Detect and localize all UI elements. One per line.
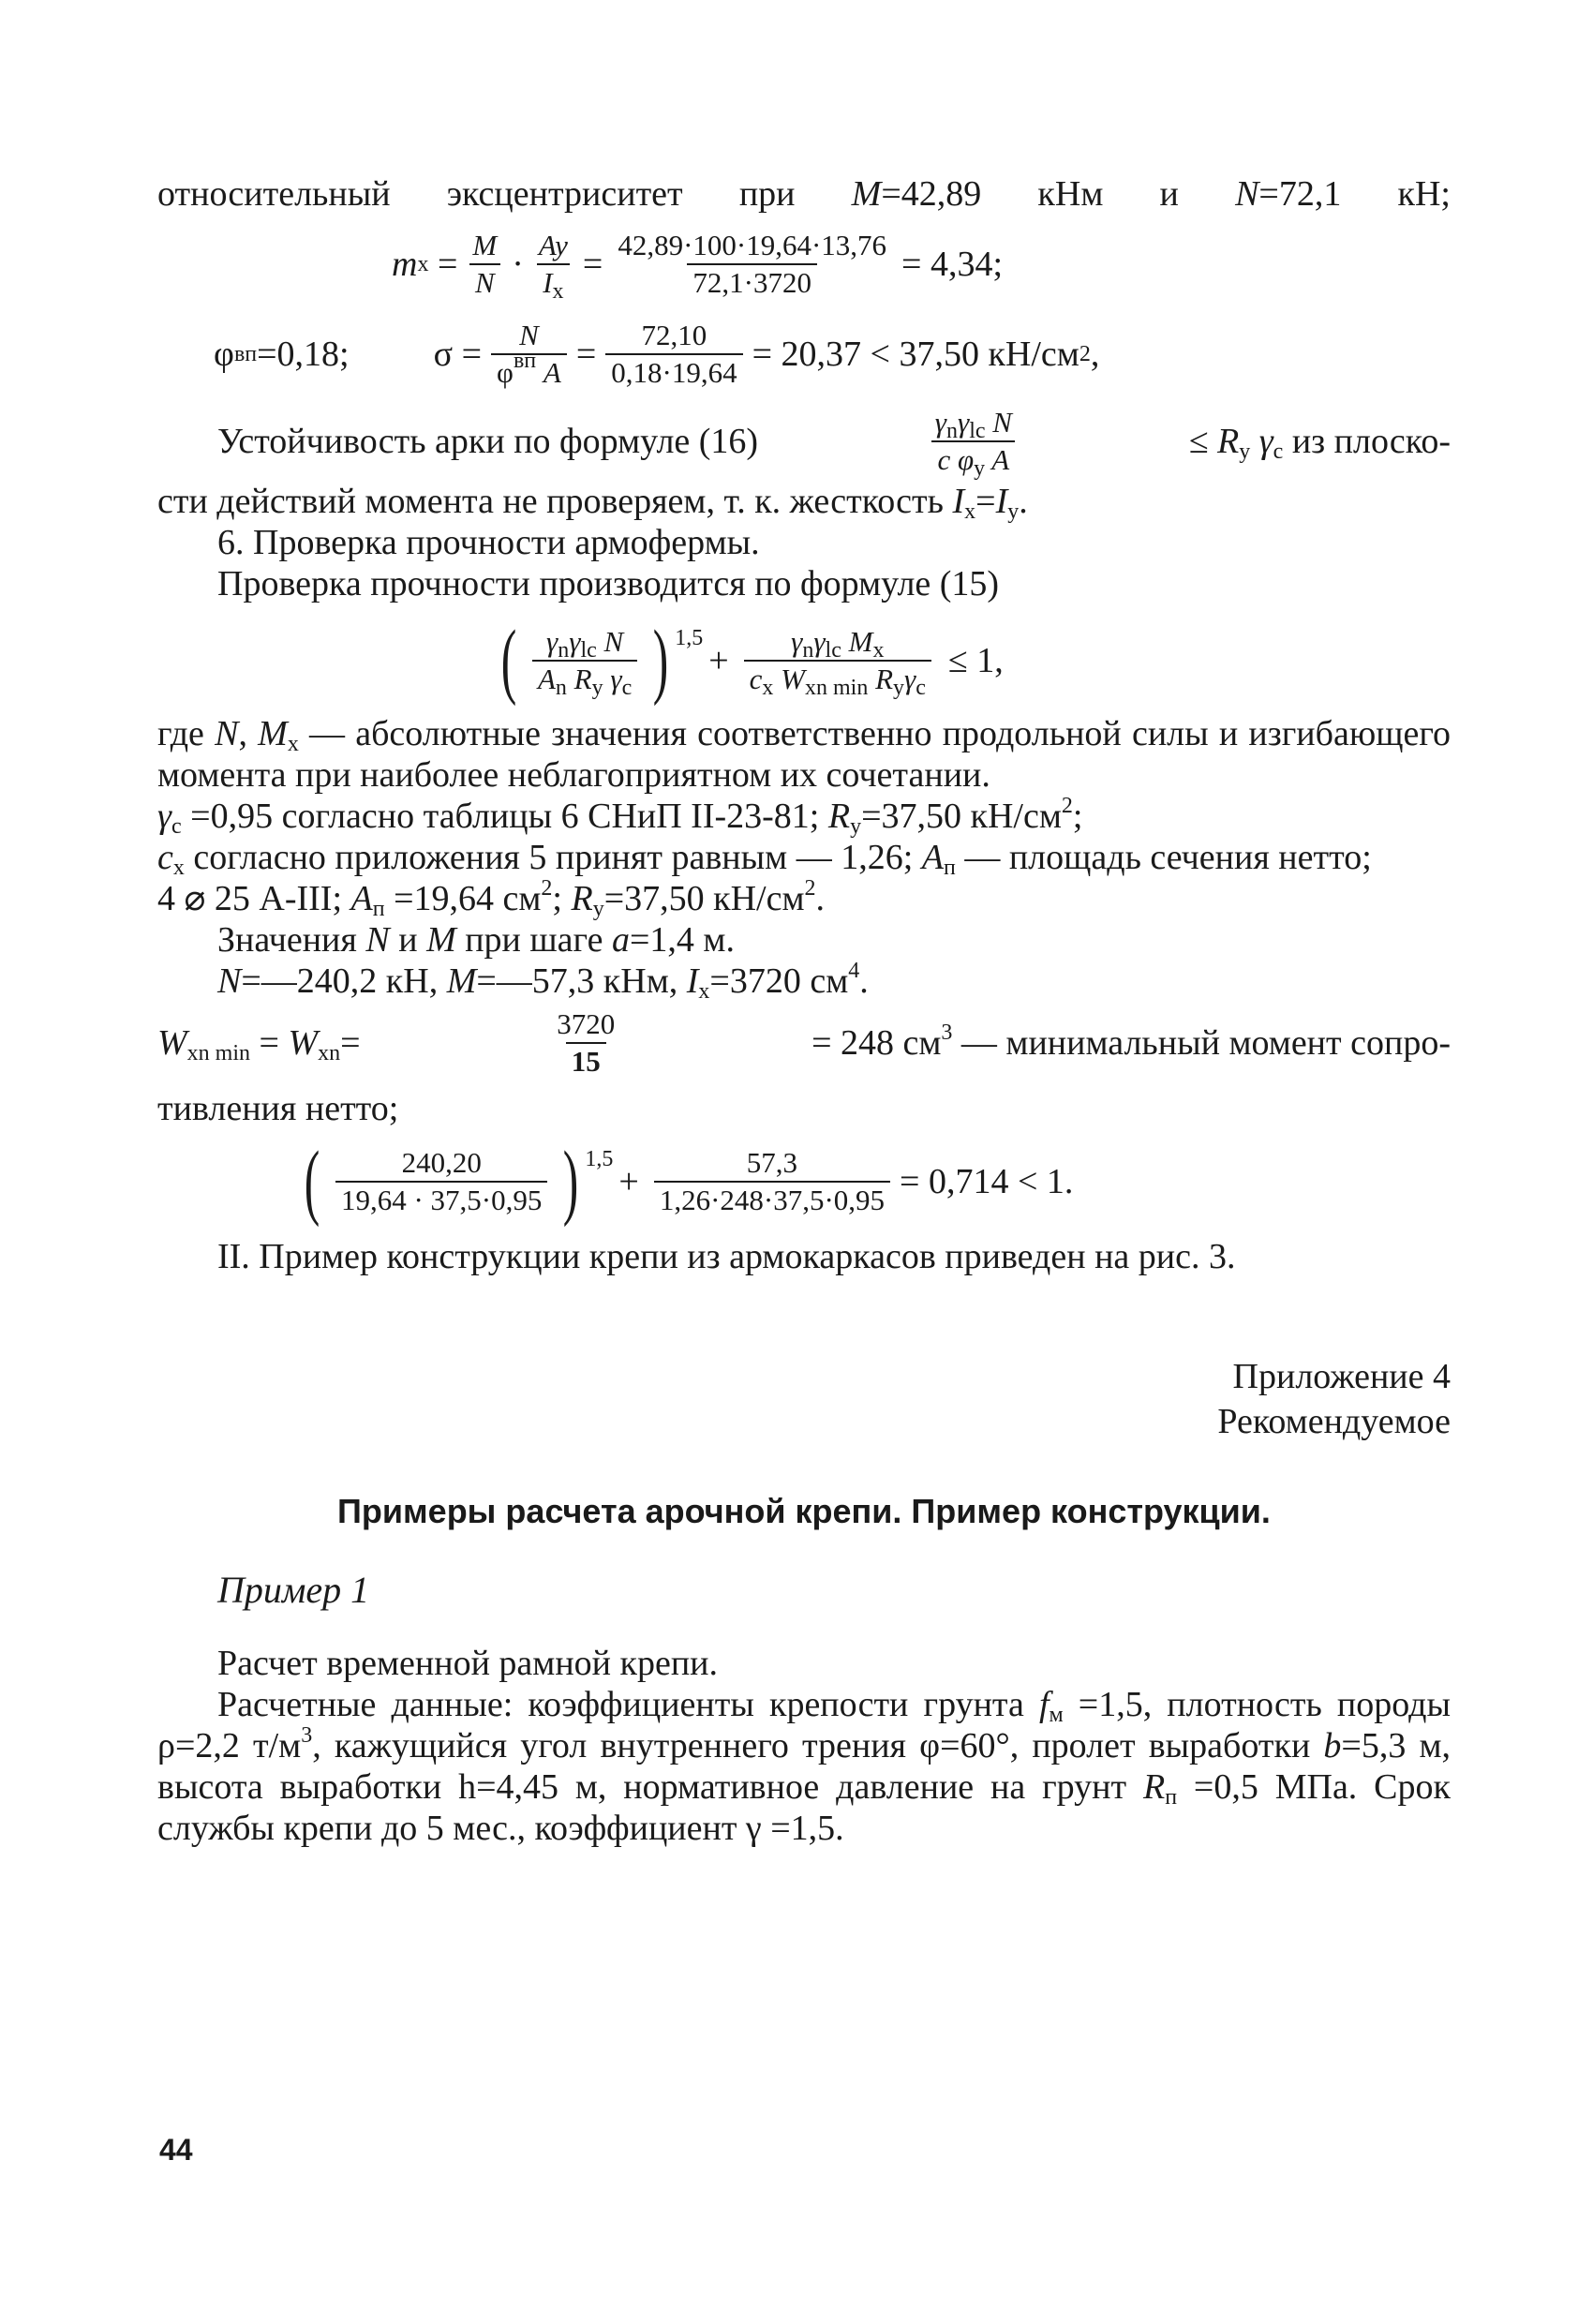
text-stiffness: сти действий момента не проверяем, т. к. жесткость $I_x=I_y$. [157, 482, 1028, 524]
text-forces: N=—240,2 кН, M=—57,3 кНм, $I_x=3720$ $см^4$. [217, 959, 869, 1004]
text-eccentricity: относительный эксцентриситет при M=42,89 кНм и N=72,1 кН; [157, 174, 1451, 214]
fraction: $\frac{42,89\cdot 100\cdot 19,64\cdot 13,76}{72,1\cdot 3720}$ [618, 229, 887, 299]
formula-sigma: φ вп =0,18; σ = $\frac{N}{\varphi^{вп} A}$ = $\frac{72,10}{0,18\cdot 19,64}$ = 20,37 < 37,50 кН/см 2 , [214, 319, 1100, 389]
formula-15: ( $\frac{\gamma_n\gamma_{lc} N}{A_n R_y \gamma_c}$ ) 1,5 + $\frac{\gamma_n\gamma_{lc} M_x}{c_x W_{xn min} R_y\gamma_c}$ ≤ 1, [500, 614, 1004, 707]
text-net: тивления нетто; [157, 1089, 399, 1128]
text-stability: Устойчивость арки по формуле (16) $\frac{\gamma_n\gamma_{lc} N}{c \varphi_y A}$ ≤ $R_y$ $\gamma_c$ из плоско- [217, 406, 1451, 481]
fraction: $\frac{3720}{15}$ [557, 1007, 616, 1078]
fraction: $\frac{Ay}{I_x}$ [538, 229, 568, 304]
section-heading: Примеры расчета арочной крепи. Пример конструкции. [337, 1492, 1271, 1530]
text: =72,1 кН; [1258, 174, 1451, 214]
text-gamma-c: $\gamma_c =0,95$ согласно таблицы 6 СНиП II-23-81; $R_y=37,50$ $кН/см^2$; [157, 794, 1083, 839]
formula-final: ( $\frac{240,20}{19,64 \cdot 37,5\cdot 0,95}$ ) 1,5 + $\frac{57,3}{1,26\cdot 248\cdot 37,5\cdot 0,95}$ = 0,714 < 1. [304, 1135, 1074, 1228]
text-where: где N, $M_x$ — абсолютные значения соответственно продольной силы и изгибающего момента при наиболее неблагоприятном их сочетании. [157, 714, 1451, 795]
fraction: $\frac{\gamma_n\gamma_{lc} N}{A_n R_y \gamma_c}$ [532, 626, 637, 695]
text-cx: $c_x$ согласно приложения 5 принят равным — 1,26; $A_п$ — площадь сечения нетто; [157, 838, 1372, 880]
text-item-6: 6. Проверка прочности армофермы. [217, 523, 760, 562]
page-number: 44 [159, 2133, 193, 2167]
text-reinforcement: 4 ⌀ 25 А-III; $A_п =19,64$ $см^2$; $R_y=37,50$ $кН/см^2$. [157, 876, 825, 921]
text-example-construction: II. Пример конструкции крепи из армокаркасов приведен на рис. 3. [217, 1237, 1236, 1276]
fraction: $\frac{\gamma_n\gamma_{lc} N}{c \varphi_y A}$ [930, 407, 1018, 476]
appendix-label: Приложение 4 Рекомендуемое [1217, 1357, 1451, 1441]
fraction: $\frac{\gamma_n\gamma_{lc} M_x}{c_x W_{xn min} R_y\gamma_c}$ [744, 626, 931, 695]
text-check-formula: Проверка прочности производится по формуле (15) [217, 564, 1000, 603]
result: = 4,34; [901, 245, 1004, 284]
example-title: Пример 1 [217, 1569, 370, 1611]
fraction: $\frac{M}{N}$ [467, 230, 502, 299]
fraction: $\frac{72,10}{0,18\cdot 19,64}$ [605, 320, 742, 389]
formula-w: $W_{xn min} = W_{xn}=$ $\frac{3720}{15}$ = 248 $см^3$ — минимальный момент сопро- [157, 1007, 1451, 1078]
text: относительный эксцентриситет при [157, 174, 852, 214]
text: =42,89 кНм и [881, 174, 1236, 214]
fraction: $\frac{N}{\varphi^{вп} A}$ [491, 320, 567, 389]
text-calc-title: Расчет временной рамной крепи. [217, 1644, 719, 1683]
fraction: $\frac{240,20}{19,64 \cdot 37,5\cdot 0,95}$ [335, 1147, 547, 1216]
text-calc-data: Расчетные данные: коэффициенты крепости грунта $f_м =1,5$, плотность породы ρ=2,2 $т/м^3$, кажущийся угол внутреннего трения φ=60°, пролет выработки b=5,3 м, высота выработки h=4,45 м, нормативное давление на грунт $R_п =0,5$ МПа. Срок службы крепи до 5 мес., коэффициент γ =1,5. [157, 1685, 1451, 1848]
symbol: m [392, 245, 418, 284]
formula-mx: m x = $\frac{M}{N}$ · $\frac{Ay}{I_x}$ = $\frac{42,89\cdot 100\cdot 19,64\cdot 13,76}{72,1\cdot 3720}$ = 4,34; [392, 229, 1004, 304]
page-content [157, 173, 1451, 1849]
fraction: $\frac{57,3}{1,26\cdot 248\cdot 37,5\cdot 0,95}$ [654, 1147, 890, 1216]
text-values: Значения N и M при шаге a=1,4 м. [217, 920, 735, 960]
